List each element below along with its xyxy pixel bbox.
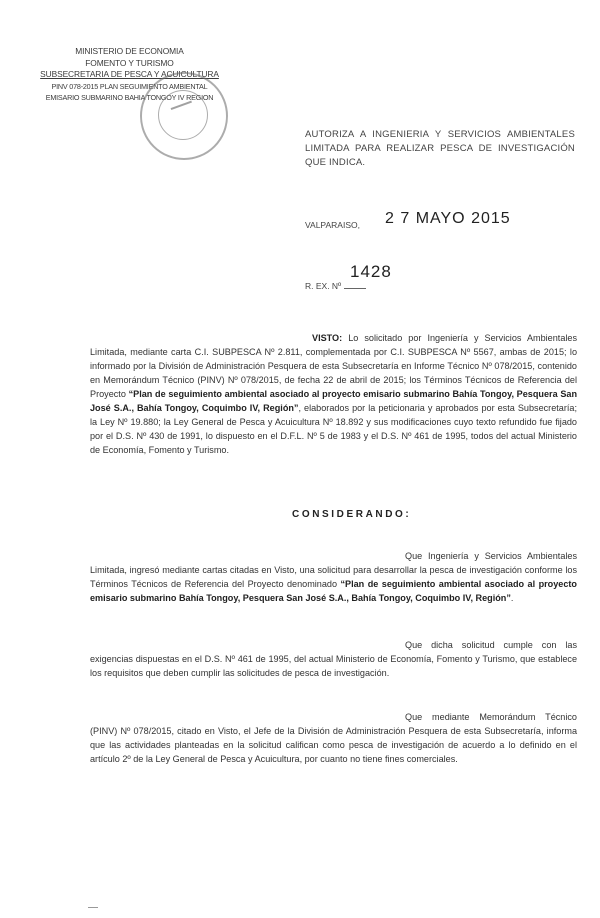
considerando1-text-a: Que Ingeniería y Servicios Ambientales Limitada, ingresó mediante cartas citadas en Visto, una solicitud para desarrollar la pesca de investigación conforme los Términos Técnicos de Referencia del Proyecto denominado [90,551,577,589]
resolution-label: R. EX. Nº [305,281,342,291]
resolution-number: 1428 [350,262,392,281]
visto-text-a: Lo solicitado por Ingeniería y Servicios Ambientales Limitada, mediante carta C.I. SUBPESCA Nº 2.811, complementada por C.I. SUBPESCA Nº 5567, ambas de 2015; lo informado por la División de Administración Pesquera de esta Subsecretaría en Informe Técnico Nº 078/2015, contenido en Memorándum Técnico (PINV) Nº 078/2015, de fecha 22 de abril de 2015; los Términos Técnicos de Referencia del Proyecto [90,333,577,399]
considerando-paragraph-3: Que mediante Memorándum Técnico (PINV) Nº 078/2015, citado en Visto, el Jefe de la División de Administración Pesquera de esta Subsecretaría, informa que las actividades planteadas en la solicitud califican como pesca de investigación de acuerdo a lo definido en el artículo 2º de la Ley General de Pesca y Acuicultura, por cuanto no tiene fines comerciales. [90,712,577,764]
visto-text-b: , elaborados por la peticionaria y aprobados por esta Subsecretaría; la Ley Nº 19.880; la Ley General de Pesca y Acuicultura Nº 18.892 y sus modificaciones cuyo texto refundido fue fijado por el D.S. Nº 430 de 1991, lo dispuesto en el D.F.L. Nº 5 de 1983 y el D.S. Nº 461 de 1995, todos del actual Ministerio de Economía, Fomento y Turismo. [90,403,577,455]
footer-mark [88,907,98,908]
date-stamp: 2 7 MAYO 2015 [385,210,511,227]
visto-paragraph [90,331,577,457]
place-label: VALPARAISO, [305,220,360,230]
header-reference: PINV 078-2015 PLAN SEGUIMIENTO AMBIENTAL [51,81,208,91]
header-subsecretaria: SUBSECRETARIA DE PESCA Y ACUICULTURA [40,69,219,79]
considerando1-project: “Plan de seguimiento ambiental asociado al proyecto emisario submarino Bahía Tongoy, Pesquera San José S.A., Bahía Tongoy, Coquimbo IV, Región” [90,579,577,603]
header-ministry: MINISTERIO DE ECONOMIA [75,46,184,56]
header-reference-sub: EMISARIO SUBMARINO BAHIA TONGOY IV REGION [45,93,214,102]
header-ministry-sub: FOMENTO Y TURISMO [85,57,174,68]
document-title: AUTORIZA A INGENIERIA Y SERVICIOS AMBIENTALES LIMITADA PARA REALIZAR PESCA DE INVESTIGACIÓN QUE INDICA. [305,129,575,168]
considerando-heading: CONSIDERANDO: [292,509,412,520]
resolution-label-row [305,281,366,291]
considerando-paragraph-1 [90,549,577,605]
ministry-stamp-seal [140,72,228,160]
visto-project: “Plan de seguimiento ambiental asociado al proyecto emisario submarino Bahía Tongoy, Pesquera San José S.A., Bahía Tongoy, Coquimbo IV, Región” [90,389,577,413]
considerando1-text-b: . [510,593,514,603]
visto-lead: VISTO: [312,333,343,343]
considerando-paragraph-2: Que dicha solicitud cumple con las exigencias dispuestas en el D.S. Nº 461 de 1995, del actual Ministerio de Economía, Fomento y Turismo, que establece los requisitos que deben cumplir las solicitudes de pesca de investigación. [90,640,577,678]
